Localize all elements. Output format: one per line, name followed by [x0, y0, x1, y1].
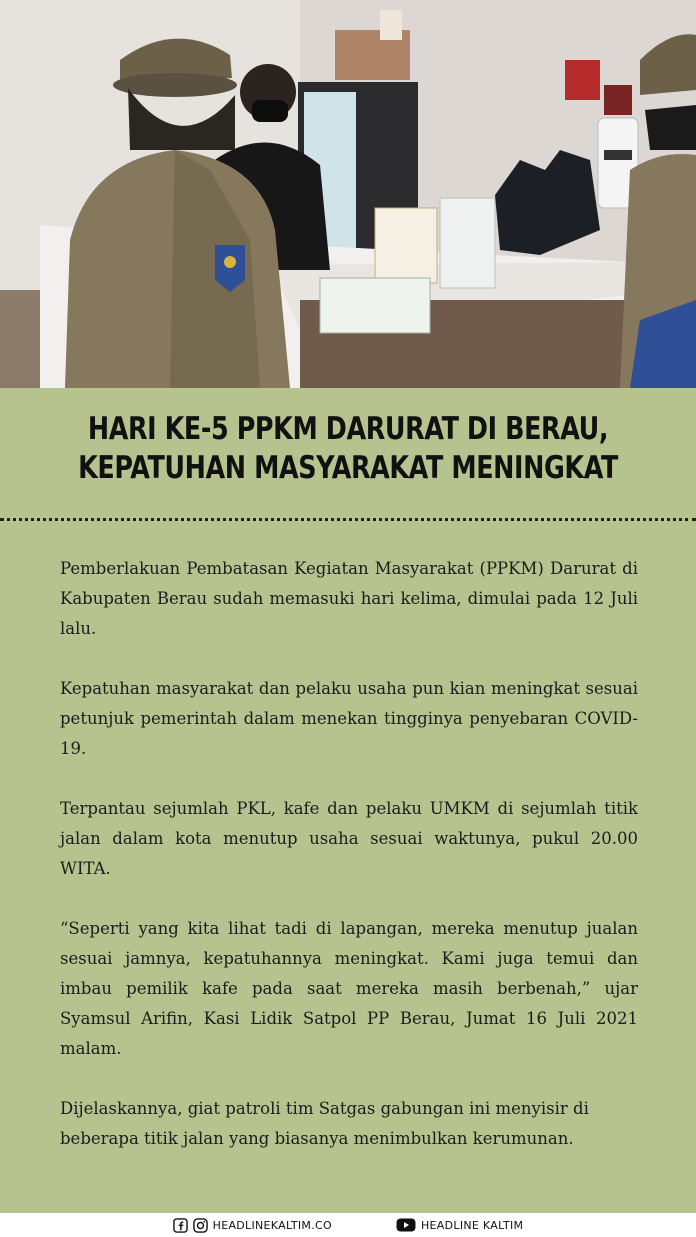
title-line-1: HARI KE-5 PPKM DARURAT DI BERAU, [87, 411, 609, 447]
paragraph-4: “Seperti yang kita lihat tadi di lapangan, mereka menutup jualan sesuai jamnya, kepatuhannya meningkat. Kami juga temui dan imbau pemilik kafe pada saat mereka masih berbenah,” ujar Syamsul Arifin, Kasi Lidik Satpol PP Berau, Jumat 16 Juli 2021 malam. [60, 919, 638, 1058]
dotted-divider [0, 518, 696, 521]
youtube-icon[interactable] [396, 1218, 416, 1232]
paragraph-5: Dijelaskannya, giat patroli tim Satgas gabungan ini menyisir di beberapa titik jalan yang biasanya menimbulkan kerumunan. [60, 1099, 589, 1148]
facebook-icon[interactable] [173, 1218, 188, 1233]
footer-bar [0, 1213, 696, 1237]
instagram-icon[interactable] [193, 1218, 208, 1233]
paragraph-2: Kepatuhan masyarakat dan pelaku usaha pun kian meningkat sesuai petunjuk pemerintah dalam menekan tingginya penyebaran COVID-19. [60, 679, 638, 758]
youtube-group [396, 1218, 523, 1232]
article-body [60, 554, 638, 1184]
article-title [63, 410, 634, 488]
youtube-channel[interactable]: HEADLINE KALTIM [420, 1218, 524, 1232]
social-group [173, 1218, 332, 1233]
social-handle[interactable]: HEADLINEKALTIM.CO [212, 1218, 332, 1232]
paragraph-1: Pemberlakuan Pembatasan Kegiatan Masyarakat (PPKM) Darurat di Kabupaten Berau sudah memasuki hari kelima, dimulai pada 12 Juli lalu. [60, 559, 638, 638]
title-line-2: KEPATUHAN MASYARAKAT MENINGKAT [78, 450, 618, 486]
news-photo [0, 0, 696, 388]
paragraph-3: Terpantau sejumlah PKL, kafe dan pelaku UMKM di sejumlah titik jalan dalam kota menutup usaha sesuai waktunya, pukul 20.00 WITA. [60, 799, 638, 878]
